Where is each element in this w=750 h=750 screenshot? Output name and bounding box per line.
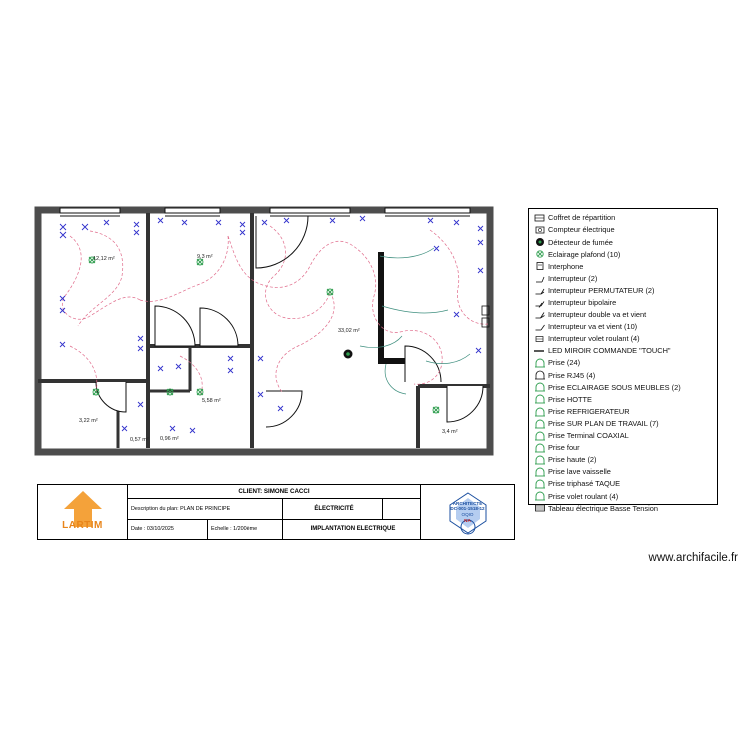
coffret-icon — [531, 212, 548, 224]
room-label-chambre-1: 12,12 m² — [93, 256, 115, 262]
legend-label: Prise (24) — [548, 358, 581, 368]
legend-label: Compteur électrique — [548, 225, 615, 235]
legend-label: Prise SUR PLAN DE TRAVAIL (7) — [548, 418, 659, 428]
legend-label: Interrupteur va et vient (10) — [548, 322, 638, 332]
legend-item-prise-haute — [531, 454, 715, 466]
legend-item-prise-eclairage-sous-meubles — [531, 381, 715, 393]
plan-description: Description du plan: PLAN DE PRINCIPE — [128, 499, 283, 519]
interrupteur-double-va-et-vient-icon — [531, 309, 548, 321]
title-block-main — [128, 485, 420, 539]
legend-item-interrupteur-permutateur — [531, 285, 715, 297]
room-label-degagement: 3,22 m² — [79, 418, 98, 424]
prise-triphase-taque-icon — [531, 478, 548, 490]
tableau-electrique-icon — [531, 502, 548, 514]
interrupteur-va-et-vient-icon — [531, 321, 548, 333]
prise-sur-plan-de-travail-icon — [531, 418, 548, 430]
logo-block — [38, 485, 128, 539]
legend-item-interrupteur-double-va-et-vient — [531, 309, 715, 321]
room-label-salle-de-bain: 5,58 m² — [202, 398, 221, 404]
prise-haute-icon — [531, 454, 548, 466]
led-miroir-icon — [531, 345, 548, 357]
legend-label: Interrupteur (2) — [548, 273, 598, 283]
seal-line-1: ARCHITECTE — [452, 500, 483, 506]
walls — [38, 210, 490, 452]
architect-seal — [420, 485, 514, 539]
legend-label: Détecteur de fumée — [548, 237, 613, 247]
compteur-icon — [531, 224, 548, 236]
seal-line-4: NA — [464, 517, 471, 523]
legend-label: Interrupteur double va et vient — [548, 310, 647, 320]
legend-item-interrupteur-bipolaire — [531, 297, 715, 309]
legend-item-interrupteur — [531, 272, 715, 284]
website-url: www.archifacile.fr — [648, 552, 738, 564]
legend-label: Interrupteur bipolaire — [548, 298, 617, 307]
legend-label: Prise volet roulant (4) — [548, 491, 619, 501]
plan-subtitle: IMPLANTATION ELECTRIQUE — [310, 526, 396, 533]
legend-item-interrupteur-va-et-vient — [531, 321, 715, 333]
prise-eclairage-sous-meubles-icon — [531, 381, 548, 393]
legend-panel — [528, 208, 718, 513]
interrupteur-permutateur-icon — [531, 285, 548, 297]
legend-item-prise-triphase-taque — [531, 478, 715, 490]
plan-scale: Echelle : 1/200ème — [208, 520, 283, 540]
legend-label: Prise Terminal COAXIAL — [548, 431, 629, 441]
legend-label: Prise four — [548, 443, 580, 453]
legend-item-eclairage-plafond — [531, 248, 715, 260]
legend-label: Prise RJ45 (4) — [548, 370, 596, 380]
logo-text: LARTIM — [62, 520, 103, 531]
room-label-placard-2: 0,96 m² — [160, 436, 179, 442]
prise-icon — [531, 357, 548, 369]
legend-label: Prise haute (2) — [548, 455, 597, 465]
legend-item-compteur — [531, 224, 715, 236]
legend-item-prise-rj45 — [531, 369, 715, 381]
legend-label: Interphone — [548, 261, 584, 271]
legend-item-interrupteur-volet-roulant — [531, 333, 715, 345]
legend-label: Prise HOTTE — [548, 394, 592, 404]
legend-item-prise-hotte — [531, 393, 715, 405]
legend-label: Interrupteur volet roulant (4) — [548, 334, 640, 344]
prise-four-icon — [531, 442, 548, 454]
legend-item-detecteur — [531, 236, 715, 248]
legend-label: Prise REFRIGERATEUR — [548, 406, 630, 416]
legend-label: LED MIROIR COMMANDE "TOUCH" — [548, 346, 671, 356]
legend-item-prise-refrigerateur — [531, 406, 715, 418]
room-label-placard-1: 0,57 m² — [130, 437, 149, 443]
smoke-detector — [344, 350, 353, 359]
legend-item-prise-lave-vaisselle — [531, 466, 715, 478]
interphone-icon — [531, 260, 548, 272]
prise-terminal-coaxial-icon — [531, 430, 548, 442]
discipline: ÉLECTRICITÉ — [283, 499, 383, 519]
plan-date: Date : 03/10/2025 — [128, 520, 208, 540]
interrupteur-bipolaire-icon — [531, 297, 548, 309]
legend-label: Interrupteur PERMUTATEUR (2) — [548, 285, 655, 295]
eclairage-plafond-icon — [531, 248, 548, 260]
legend-item-coffret — [531, 212, 715, 224]
legend-label: Prise lave vaisselle — [548, 467, 611, 477]
title-block-row-1 — [128, 499, 420, 520]
seal-text — [450, 501, 484, 524]
prise-hotte-icon — [531, 393, 548, 405]
legend-label: Tableau électrique Basse Tension — [548, 503, 658, 513]
prise-rj45-icon — [531, 369, 548, 381]
legend-label: Eclairage plafond (10) — [548, 249, 621, 259]
client-name: CLIENT: SIMONE CACCI — [128, 485, 420, 499]
subtitle-spacer — [383, 499, 420, 519]
legend-label: Prise ECLAIRAGE SOUS MEUBLES (2) — [548, 382, 681, 392]
legend-label: Coffret de répartition — [548, 213, 616, 223]
prise-volet-roulant-icon — [531, 490, 548, 502]
legend-item-prise-volet-roulant — [531, 490, 715, 502]
kitchen-counter — [378, 252, 426, 364]
title-block-row-2 — [128, 520, 420, 540]
doors — [96, 216, 483, 427]
legend-item-tableau-electrique — [531, 502, 715, 514]
legend-label: Prise triphasé TAQUE — [548, 479, 621, 489]
prise-refrigerateur-icon — [531, 406, 548, 418]
room-label-chambre-2: 9,3 m² — [197, 254, 213, 260]
room-label-wc: 3,4 m² — [442, 429, 458, 435]
interrupteur-icon — [531, 273, 548, 285]
room-label-sejour-cuisine: 33,02 m² — [338, 328, 360, 334]
legend-item-interphone — [531, 260, 715, 272]
legend-item-prise — [531, 357, 715, 369]
legend-item-prise-four — [531, 442, 715, 454]
title-block — [37, 484, 515, 540]
interrupteur-volet-roulant-icon — [531, 333, 548, 345]
floor-plan — [30, 196, 520, 456]
seal-line-2: DC-001-1518-12 — [450, 506, 485, 512]
detecteur-fumee-icon — [531, 236, 548, 248]
seal-line-3: OQIO — [461, 512, 474, 517]
legend-item-prise-sur-plan-de-travail — [531, 418, 715, 430]
legend-item-prise-terminal-coaxial — [531, 430, 715, 442]
legend-item-led-miroir — [531, 345, 715, 357]
floor-plan-svg — [30, 196, 520, 456]
ceiling-lights — [89, 257, 439, 413]
prise-lave-vaisselle-icon — [531, 466, 548, 478]
